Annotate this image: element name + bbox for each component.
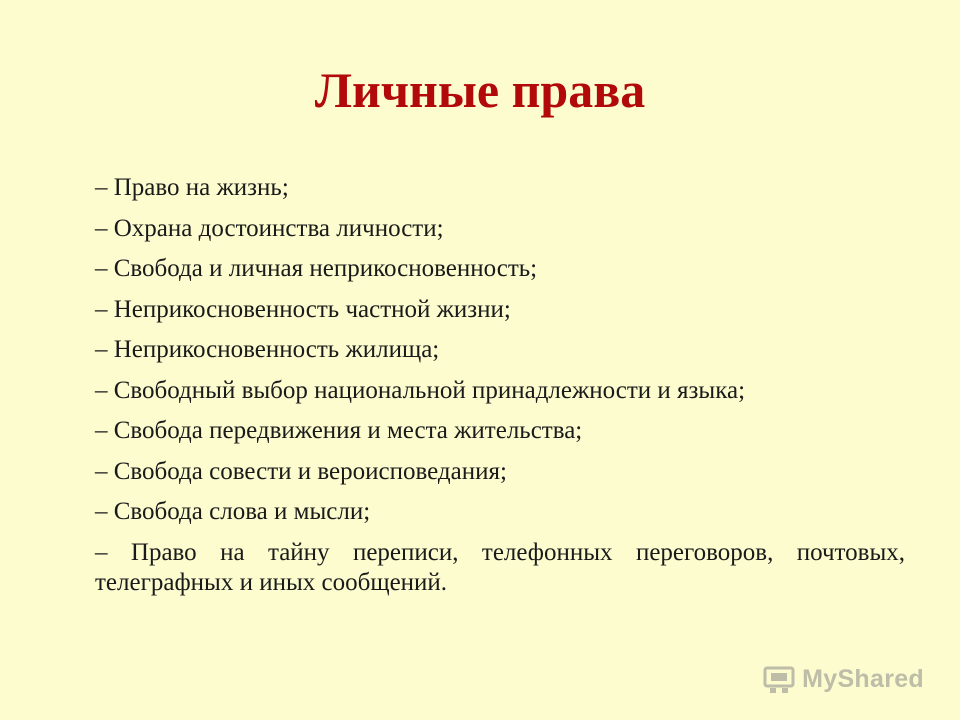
list-item: – Право на тайну переписи, телефонных переговоров, почтовых, телеграфных и иных сообщений. <box>95 538 905 596</box>
list-item: – Свобода и личная неприкосновенность; <box>95 255 538 282</box>
rights-list <box>95 173 905 608</box>
mysh-logo-icon <box>762 664 796 694</box>
list-item: – Свобода совести и вероисповедания; <box>95 457 507 485</box>
list-item: – Свобода передвижения и места жительства; <box>95 417 583 444</box>
list-item: – Свободный выбор национальной принадлежности и языка; <box>95 376 746 404</box>
watermark-text: MyShared <box>802 664 924 693</box>
watermark <box>762 664 924 694</box>
slide-title: Личные права <box>314 62 646 118</box>
list-item: – Неприкосновенность жилища; <box>95 336 440 363</box>
list-item: – Неприкосновенность частной жизни; <box>95 295 511 323</box>
list-item: – Право на жизнь; <box>95 174 289 201</box>
list-item: – Охрана достоинства личности; <box>95 214 444 242</box>
list-item: – Свобода слова и мысли; <box>95 498 371 525</box>
